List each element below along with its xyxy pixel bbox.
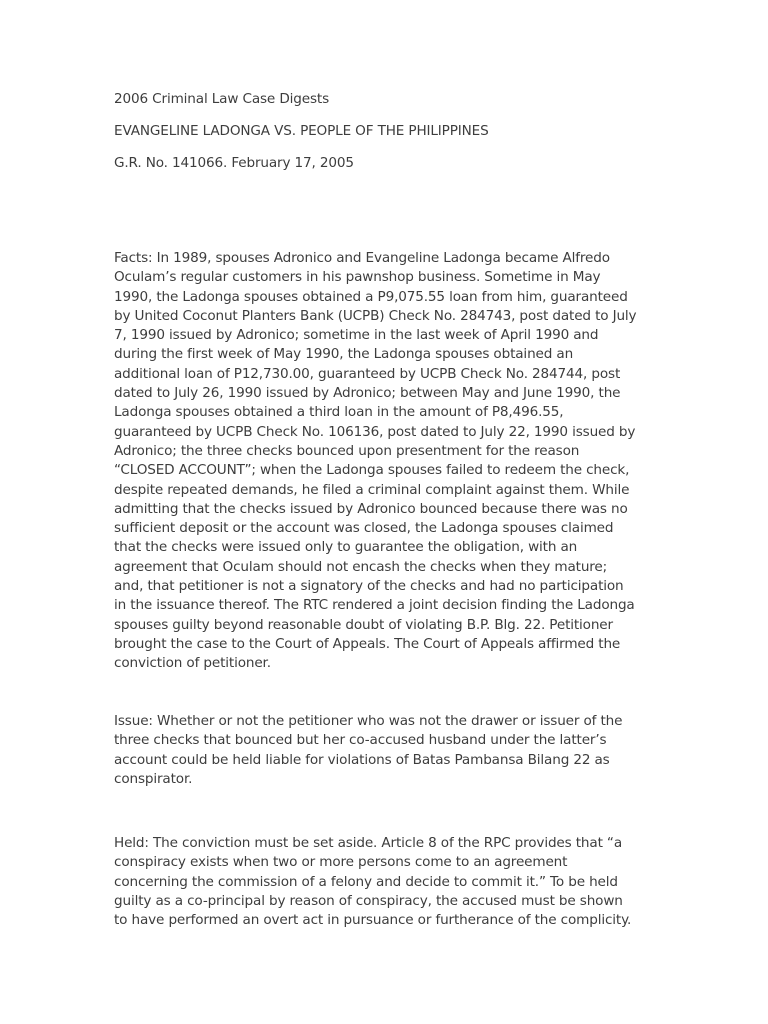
text-line: sufficient deposit or the account was closed, the Ladonga spouses claimed <box>114 520 614 537</box>
text-line: during the first week of May 1990, the Ladonga spouses obtained an <box>114 346 574 363</box>
text-line: agreement that Oculam should not encash the checks when they mature; <box>114 558 608 575</box>
text-line: Oculam’s regular customers in his pawnshop business. Sometime in May <box>114 269 601 286</box>
text-line: 7, 1990 issued by Adronico; sometime in the last week of April 1990 and <box>114 327 599 344</box>
text-line: despite repeated demands, he filed a criminal complaint against them. While <box>114 481 630 498</box>
facts-paragraph <box>114 249 636 674</box>
text-line: conspiracy exists when two or more persons come to an agreement <box>114 854 568 871</box>
issue-paragraph <box>114 712 622 789</box>
text-line: and, that petitioner is not a signatory of the checks and had no participation <box>114 578 624 595</box>
text-line: admitting that the checks issued by Adronico bounced because there was no <box>114 500 628 517</box>
text-line: Adronico; the three checks bounced upon presentment for the reason <box>114 442 580 459</box>
text-line: Ladonga spouses obtained a third loan in the amount of P8,496.55, <box>114 404 564 421</box>
held-paragraph <box>114 834 631 930</box>
document-title: 2006 Criminal Law Case Digests <box>114 91 329 107</box>
text-line: Facts: In 1989, spouses Adronico and Evangeline Ladonga became Alfredo <box>114 250 610 266</box>
text-line: 1990, the Ladonga spouses obtained a P9,075.55 loan from him, guaranteed <box>114 288 628 305</box>
text-line: in the issuance thereof. The RTC rendered a joint decision finding the Ladonga <box>114 597 635 614</box>
text-line: guilty as a co-principal by reason of conspiracy, the accused must be shown <box>114 892 623 909</box>
text-line: spouses guilty beyond reasonable doubt of violating B.P. Blg. 22. Petitioner <box>114 616 613 633</box>
text-line: account could be held liable for violations of Batas Pambansa Bilang 22 as <box>114 751 610 768</box>
gr-number-line: G.R. No. 141066. February 17, 2005 <box>114 155 354 171</box>
text-line: conspirator. <box>114 770 193 787</box>
text-line: brought the case to the Court of Appeals. The Court of Appeals affirmed the <box>114 635 621 652</box>
text-line: by United Coconut Planters Bank (UCPB) Check No. 284743, post dated to July <box>114 307 637 324</box>
text-line: Issue: Whether or not the petitioner who was not the drawer or issuer of the <box>114 713 623 729</box>
text-line: three checks that bounced but her co-accused husband under the latter’s <box>114 732 607 749</box>
text-line: conviction of petitioner. <box>114 655 271 672</box>
text-line: to have performed an overt act in pursuance or furtherance of the complicity. <box>114 912 632 929</box>
text-line: Held: The conviction must be set aside. Article 8 of the RPC provides that “a <box>114 835 622 851</box>
text-line: dated to July 26, 1990 issued by Adronico; between May and June 1990, the <box>114 385 621 402</box>
text-line: concerning the commission of a felony and decide to commit it.” To be held <box>114 873 618 890</box>
text-line: guaranteed by UCPB Check No. 106136, post dated to July 22, 1990 issued by <box>114 423 636 440</box>
text-line: “CLOSED ACCOUNT”; when the Ladonga spouses failed to redeem the check, <box>114 462 630 479</box>
case-name: EVANGELINE LADONGA VS. PEOPLE OF THE PHILIPPINES <box>114 123 489 139</box>
text-line: additional loan of P12,730.00, guaranteed by UCPB Check No. 284744, post <box>114 365 621 382</box>
text-line: that the checks were issued only to guarantee the obligation, with an <box>114 539 578 556</box>
